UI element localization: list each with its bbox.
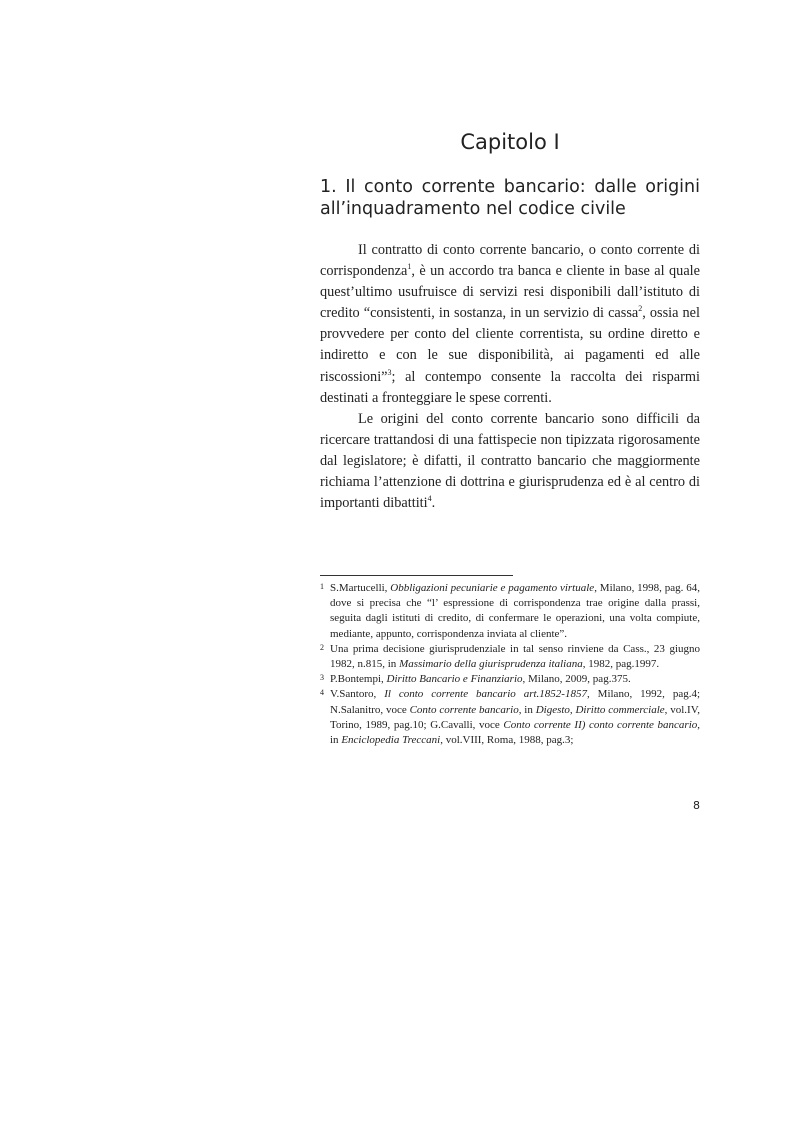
chapter-title: Capitolo I	[460, 130, 560, 154]
paragraph-1-text-c: , ossia nel provvedere per conto del cliente correntista, su ordine diretto e indiretto e con le sue disponibilità, ai pagamenti ed alle riscossioni”	[320, 305, 700, 385]
footnote-number-1: 1	[320, 582, 324, 591]
footnote-2	[320, 642, 700, 672]
footnote-3	[320, 672, 700, 687]
paragraph-1-text-b: , è un accordo tra banca e cliente in base al quale quest’ultimo usufruisce di servizi resi disponibili dall’istituto di credito “consistenti, in sostanza, in un servizio di cassa	[320, 263, 700, 322]
footnote-2-rest: , 1982, pag.1997.	[582, 658, 660, 671]
footnote-4-g: , vol.IV, Torino, 1989, pag.10; G.Cavalli, voce	[330, 703, 700, 731]
footnote-ref-4[interactable]: 4	[427, 494, 432, 504]
footnote-4-j: Enciclopedia Treccani	[341, 734, 441, 747]
footnote-2-title: Massimario della giurisprudenza italiana	[399, 658, 583, 671]
footnote-4-e: , in	[518, 703, 536, 716]
section-title: 1. Il conto corrente bancario: dalle origini all’inquadramento nel codice civile	[320, 177, 700, 219]
footnote-2-text: Una prima decisione giurisprudenziale in tal senso rinviene da Cass., 23 giugno 1982, n.815, in	[330, 642, 700, 671]
footnote-4-k: , vol.VIII, Roma, 1988, pag.3;	[440, 734, 574, 747]
footnote-1-author: S.Martucelli,	[330, 582, 391, 594]
body-text	[320, 240, 700, 514]
footnote-4-a: V.Santoro,	[330, 688, 385, 701]
footnotes	[320, 581, 700, 748]
footnote-ref-2[interactable]: 2	[638, 304, 643, 314]
paragraph-1-text-a: Il contratto di conto corrente bancario, o conto corrente di corrispondenza	[320, 242, 700, 280]
paragraph-1	[320, 240, 700, 409]
footnote-4-h: Conto corrente II) conto corrente bancario	[503, 718, 698, 731]
footnote-ref-3[interactable]: 3	[387, 367, 392, 377]
footnote-4-d: Conto corrente bancario	[409, 703, 519, 716]
footnote-1	[320, 581, 700, 642]
footnote-number-4: 4	[320, 688, 324, 698]
footnote-3-rest: , Milano, 2009, pag.375.	[522, 673, 631, 686]
page-number: 8	[693, 799, 700, 812]
footnote-1-title: Obbligazioni pecuniarie e pagamento virtuale	[390, 582, 595, 594]
footnote-number-2: 2	[320, 642, 324, 652]
footnote-4-b: Il conto corrente bancario art.1852-1857	[384, 688, 587, 701]
footnote-4-c: , Milano, 1992, pag.4; N.Salanitro, voce	[330, 688, 701, 716]
paragraph-2	[320, 409, 700, 514]
paragraph-2-text-a: Le origini del conto corrente bancario sono difficili da ricercare trattandosi di una fattispecie non tipizzata rigorosamente dal legislatore; è difatti, il contratto bancario che maggiormente richiama l’attenzione di dottrina e giurisprudenza ed è al centro di importanti dibattiti	[320, 410, 700, 512]
paragraph-1-text-d: ; al contempo consente la raccolta dei risparmi destinati a fronteggiare le spese correnti.	[320, 368, 700, 406]
footnote-1-rest: , Milano, 1998, pag. 64, dove si precisa che “l’ espressione di corrispondenza trae origine dalla prassi, seguita dagli istituti di credito, di confermare le operazioni, una volta compiute, mediante, appunto, corrispondenza inviata al cliente”.	[330, 582, 701, 640]
footnote-ref-1[interactable]: 1	[407, 262, 412, 272]
footnote-4	[320, 687, 700, 748]
footnote-4-i: , in	[330, 718, 700, 747]
footnote-number-3: 3	[320, 673, 324, 683]
footnote-separator	[320, 575, 513, 576]
footnote-3-author: P.Bontempi,	[330, 673, 387, 686]
footnote-3-title: Diritto Bancario e Finanziario	[386, 673, 523, 686]
footnote-4-f: Digesto, Diritto commerciale	[535, 703, 665, 716]
paragraph-2-text-b: .	[431, 495, 436, 512]
